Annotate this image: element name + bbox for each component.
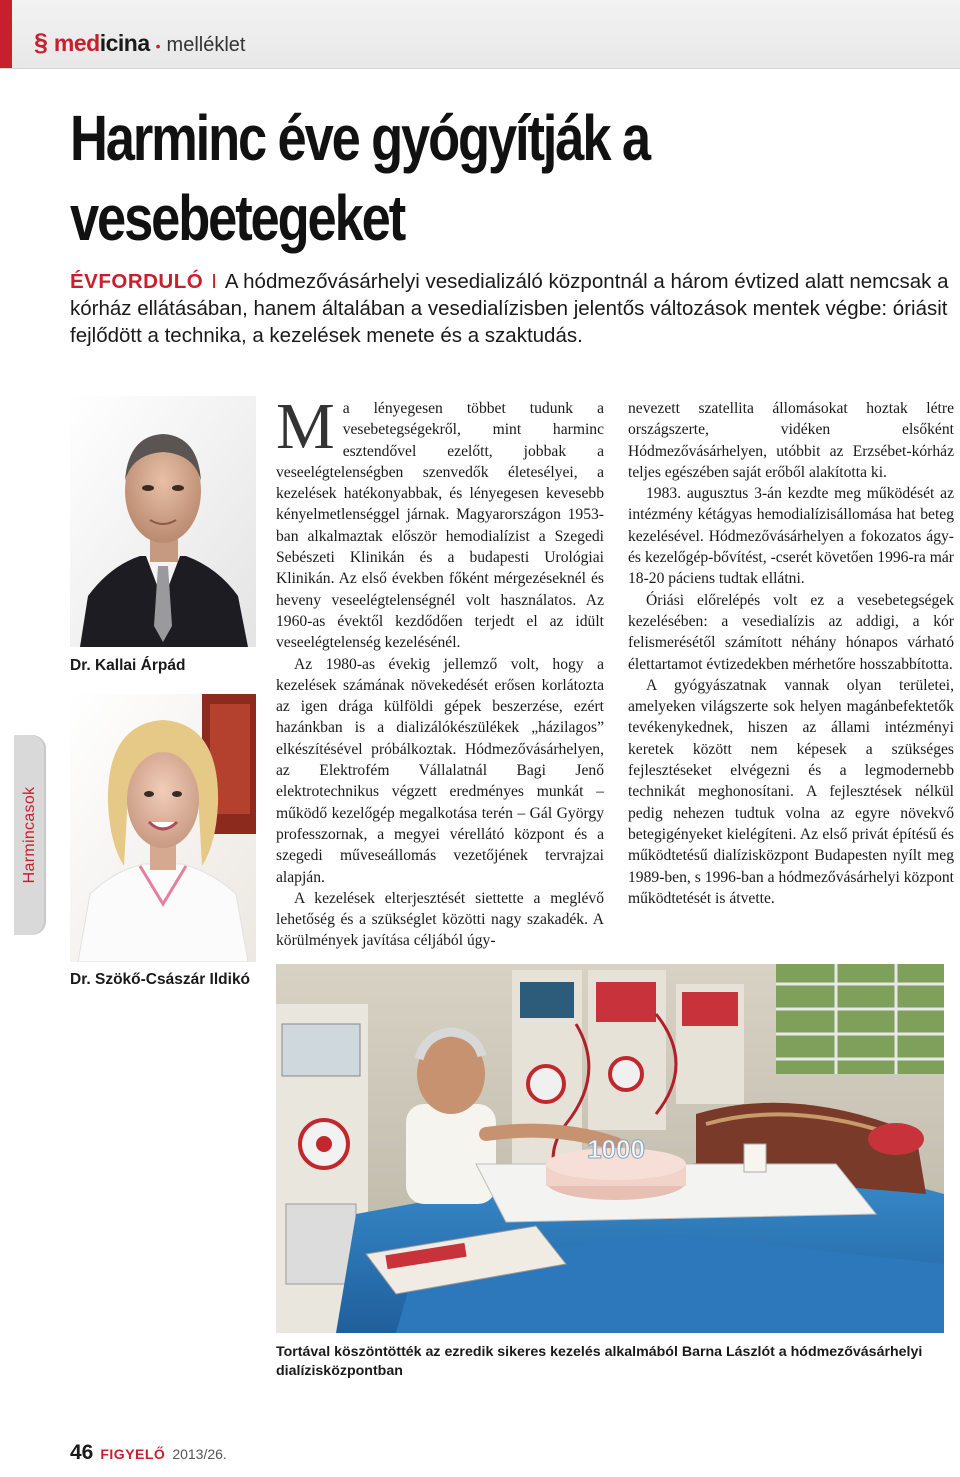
body-paragraph: 1983. augusztus 3-án kezdte meg működését az intézmény kétágyas hemodialízisállomása hat beteg kezelésével. Hódmezővásárhelyen a fokozatos ágy- és kezelőgép-bővítést, -cserét követően 1996-ra már 18-20 páciens tudtak ellátni.: [628, 485, 954, 588]
section-name: medicina: [53, 30, 150, 56]
body-paragraph: Ma lényegesen többet tudunk a vesebetegségekről, mint harminc esztendővel ezelőtt, jobbak a veseelégtelenségben szenvedők életesélyei, a kezelések hatékonyabbak, és lényegesen kevesebb kényelmetlenséggel járnak. Magyarországon 1953-ban alkalmaztak először hemodialízist a Szegedi Sebészeti Klinikán és a budapesti Urológiai Klinikán. Az első években főként mérgezéseknél és heveny veseelégtelenségnél volt használatos. Az 1960-as évektől kezdődően terjedt el az idült veseelégtelenség kezelésénél.: [276, 390, 604, 652]
section-symbol-icon: §: [34, 29, 48, 57]
article-title: Harminc éve gyógyítják a vesebetegeket: [70, 102, 649, 254]
portrait-caption: Dr. Kallai Árpád: [70, 657, 186, 674]
kicker: ÉVFORDULÓ: [70, 270, 204, 293]
magazine-name: FIGYELŐ: [100, 1446, 166, 1462]
body-paragraph: Az 1980-as évekig jellemző volt, hogy a kezelések számának növekedését erősen korlátozta az igen drága külföldi gépek beszerzése, ezért hazánkban is a dializálókészülékek „házilagos” elkészítésével próbálkoztak. Hódmezővásárhelyen, az Elektrofém Vállalatnál Bagi Jenő elektrotechnikus végzett eredményes munkát – működő kezelőgép megalkotása terén – Gál György professzornak, a megyei vérellátó központ és a szegedi műveseállomás vezetőjének tervrajzai alapján.: [276, 655, 604, 886]
main-photo-dialysis-room: [276, 964, 944, 1333]
body-paragraph: nevezett szatellita állomásokat hoztak létre országszerte, vidéken elsőként Hódmezővásárhelyen, utóbbit az Erzsébet-kórház teljes egészében saját erőből alakította ki.: [628, 400, 954, 481]
article-lead: [70, 268, 950, 349]
supplement-label: melléklet: [166, 34, 246, 56]
issue-number: 2013/26.: [172, 1446, 227, 1462]
lead-text: A hódmezővásárhelyi vesedializáló központnál a három évtized alatt nemcsak a kórház ellátásában, hanem általában a vesedialízisben jelentős változások mentek végbe: óriásit fejlődött a technika, a kezelések menete és a szaktudás.: [70, 270, 949, 347]
section-logo: [34, 30, 245, 59]
main-photo-caption: Tortával köszöntötték az ezredik sikeres kezelés alkalmából Barna Lászlót a hódmezővásárhelyi dialízisközpontban: [276, 1344, 923, 1379]
body-paragraph: A kezelések elterjesztését siettette a meglévő lehetőség és a szükséglet közötti nagy szakadék. A körülmények javítása céljából úgy-: [276, 889, 604, 950]
accent-strip: [0, 0, 12, 68]
portrait-caption: Dr. Szökő-Császár Ildikó: [70, 971, 251, 988]
body-paragraph: A gyógyászatnak vannak olyan területei, amelyeken világszerte sok helyen magánbefektetők tevékenykednek, hiszen az állami intézményi keretek között nem képesek a szükséges fejlesztéseket elvégezni és a legmodernebb technikát meghonosítani. A fejlesztések nélkül pedig nehezen tudtuk volna az egyre növekvő betegigényeket kielégíteni. Az első privát építésű és működtetésű dialízisközpont Budapesten nyílt meg 1989-ben, s 1996-ban a hódmezővásárhelyi központ működtetését is átvette.: [628, 676, 954, 907]
side-tab-label: Harmincasok: [21, 786, 38, 884]
body-paragraph: Óriási előrelépés volt ez a vesebetegségek kezelésében: a vesedialízis az addigi, a kór felismerésétől számított néhány hónapos várható élettartamot évtizedekben mérhetőre hosszabbította.: [628, 591, 954, 673]
portrait-photo-szoko: [70, 694, 256, 962]
page-footer: [70, 1441, 227, 1465]
body-column-1: [276, 390, 604, 952]
cake-number: 1000: [587, 1134, 645, 1164]
kicker-separator: I: [211, 270, 217, 293]
page-number: 46: [70, 1441, 94, 1464]
portrait-photo-kallai: [70, 396, 256, 647]
bullet-icon: •: [155, 38, 161, 54]
dropcap: M: [276, 390, 335, 463]
body-column-2: [628, 398, 954, 909]
side-tab: [14, 735, 46, 935]
